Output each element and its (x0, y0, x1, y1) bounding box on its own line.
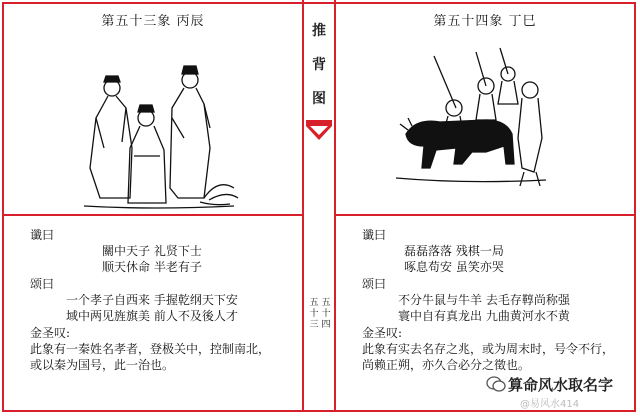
left-page (4, 4, 302, 412)
page-title: 第五十三象 丙辰 (101, 14, 205, 29)
illustration-ox-and-figures (336, 38, 634, 214)
spine-num-char: 五 (321, 298, 331, 308)
right-page (336, 4, 634, 412)
spine-num-char: 十 (321, 309, 331, 319)
spine-num-char: 三 (309, 320, 319, 330)
jin-line-1: 此象有一秦姓名孝者，登极关中，控制南北， (30, 342, 271, 356)
song-label: 颂曰 (362, 277, 387, 291)
illustration-three-figures (4, 38, 302, 214)
chen-line-1: 關中天子 礼贤下士 (102, 244, 202, 258)
wechat-icon (486, 376, 506, 392)
song-label: 颂曰 (30, 277, 55, 291)
chen-label: 谶曰 (30, 228, 55, 242)
spine-left-rule (302, 0, 304, 412)
jin-line-2: 尚赖正朔，亦久合必分之徵也。 (362, 358, 531, 372)
spine-title-char-1: 推 (312, 23, 326, 39)
watermark-subtext: @易风水414 (520, 399, 580, 410)
jin-line-1: 此象有实去名存之兆，或为周末时，号令不行， (362, 342, 615, 356)
spine-title-char-2: 背 (312, 57, 326, 73)
spine-num-char: 十 (309, 309, 319, 319)
red-chevron-tab (306, 120, 332, 142)
chen-line-1: 磊磊落落 残棋一局 (404, 244, 504, 258)
song-line-1: 不分牛鼠与牛羊 去毛存鞟尚称强 (398, 293, 570, 307)
song-line-2: 域中两见旌旗美 前人不及後人才 (66, 309, 238, 323)
song-line-1: 一个孝子自西来 手握乾纲天下安 (66, 293, 238, 307)
spine-num-char: 四 (321, 320, 331, 330)
chen-label: 谶曰 (362, 228, 387, 242)
watermark-text: 算命风水取名字 (508, 376, 614, 394)
spine-num-char: 五 (309, 298, 319, 308)
jin-label: 金圣叹: (362, 326, 403, 340)
jin-line-2: 或以秦为国号，此一治也。 (30, 358, 175, 372)
spine-title-char-3: 图 (312, 91, 326, 107)
page-title: 第五十四象 丁巳 (433, 14, 537, 29)
jin-label: 金圣叹: (30, 326, 71, 340)
chen-line-2: 啄息苟安 虽笑亦哭 (404, 260, 504, 274)
chen-line-2: 顺天休命 半老有子 (102, 260, 202, 274)
song-line-2: 寰中自有真龙出 九曲黄河水不黄 (398, 309, 570, 323)
